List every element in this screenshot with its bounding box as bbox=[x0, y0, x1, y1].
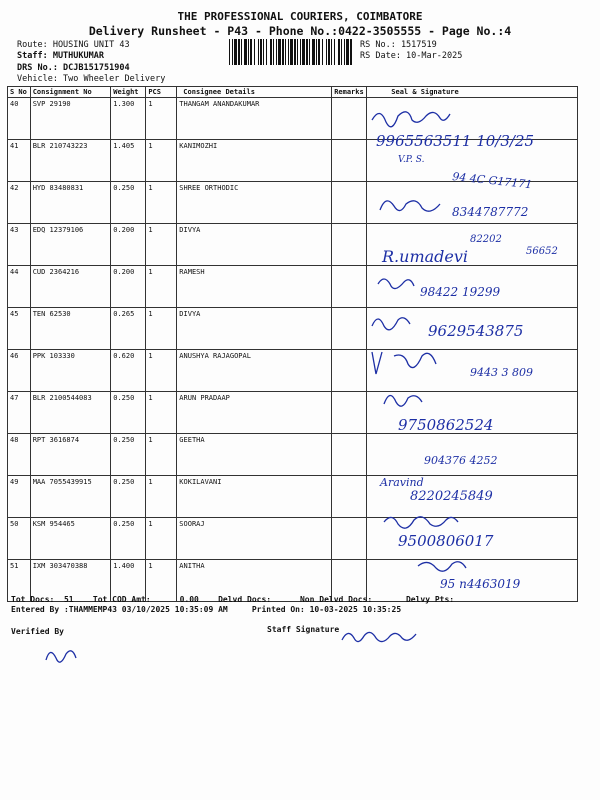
table-header bbox=[8, 87, 578, 98]
table-row bbox=[8, 98, 578, 140]
cell-remarks bbox=[332, 350, 367, 392]
staff-signature-label: Staff Signature bbox=[267, 625, 340, 634]
hw-40a: 9965563511 10/3/25 bbox=[376, 132, 535, 150]
cell-seal bbox=[367, 182, 578, 224]
cell-consignment: BLR 2100544083 bbox=[30, 392, 111, 434]
cell-consignment: CUD 2364216 bbox=[30, 266, 111, 308]
cell-weight: 0.250 bbox=[111, 392, 146, 434]
cell-pcs: 1 bbox=[146, 182, 177, 224]
cell-consignee: SOORAJ bbox=[177, 518, 332, 560]
cell-pcs: 1 bbox=[146, 434, 177, 476]
runsheet-title: Delivery Runsheet - P43 - Phone No.:0422-3505555 - Page No.:4 bbox=[88, 24, 512, 38]
cell-consignee: DIVYA bbox=[177, 224, 332, 266]
verified-by-label: Verified By bbox=[11, 627, 64, 636]
barcode bbox=[228, 39, 354, 65]
cell-sno: 44 bbox=[8, 266, 31, 308]
cell-sno: 43 bbox=[8, 224, 31, 266]
totals-line: Tot Docs: 51 Tot COD Amt: 0.00 Delvd Docs: Non Delvd Docs: Delvy Pts: bbox=[11, 595, 455, 604]
cell-pcs: 1 bbox=[146, 518, 177, 560]
cell-remarks bbox=[332, 224, 367, 266]
cell-weight: 0.620 bbox=[111, 350, 146, 392]
rs-date: RS Date: 10-Mar-2025 bbox=[360, 51, 463, 61]
hw-47: 9750862524 bbox=[398, 416, 494, 434]
hw-44: 98422 19299 bbox=[420, 285, 501, 299]
table-row bbox=[8, 476, 578, 518]
cell-seal bbox=[367, 140, 578, 182]
cell-consignment: MAA 7055439915 bbox=[30, 476, 111, 518]
cell-pcs: 1 bbox=[146, 392, 177, 434]
cell-seal bbox=[367, 392, 578, 434]
cell-seal bbox=[367, 98, 578, 140]
cell-consignee: ARUN PRADAAP bbox=[177, 392, 332, 434]
hw-43c: 56652 bbox=[526, 246, 558, 257]
hw-43b: R.umadevi bbox=[382, 247, 469, 266]
cell-pcs: 1 bbox=[146, 224, 177, 266]
cell-pcs: 1 bbox=[146, 140, 177, 182]
table-row bbox=[8, 308, 578, 350]
cell-remarks bbox=[332, 476, 367, 518]
cell-seal bbox=[367, 476, 578, 518]
cell-weight: 1.405 bbox=[111, 140, 146, 182]
drs-number: DRS No.: DCJB151751904 bbox=[17, 63, 130, 73]
cell-consignment: EDQ 12379106 bbox=[30, 224, 111, 266]
cell-seal bbox=[367, 518, 578, 560]
cell-weight: 1.300 bbox=[111, 98, 146, 140]
cell-sno: 45 bbox=[8, 308, 31, 350]
col-remarks: Remarks bbox=[332, 87, 367, 98]
route: Route: HOUSING UNIT 43 bbox=[17, 40, 130, 50]
col-pcs: PCS bbox=[146, 87, 177, 98]
cell-consignee: ANITHA bbox=[177, 560, 332, 602]
cell-weight: 0.265 bbox=[111, 308, 146, 350]
hw-49b: 8220245849 bbox=[410, 489, 493, 504]
cell-seal bbox=[367, 266, 578, 308]
table-row bbox=[8, 140, 578, 182]
cell-pcs: 1 bbox=[146, 308, 177, 350]
cell-consignment: BLR 210743223 bbox=[30, 140, 111, 182]
cell-sno: 50 bbox=[8, 518, 31, 560]
cell-consignee: THANGAM ANANDAKUMAR bbox=[177, 98, 332, 140]
cell-consignment: SVP 29190 bbox=[30, 98, 111, 140]
cell-seal bbox=[367, 308, 578, 350]
cell-weight: 1.400 bbox=[111, 560, 146, 602]
hw-40b: V.P. S. bbox=[398, 155, 425, 165]
table-row bbox=[8, 266, 578, 308]
verified-signature-mark bbox=[46, 651, 76, 662]
cell-remarks bbox=[332, 182, 367, 224]
cell-pcs: 1 bbox=[146, 560, 177, 602]
col-consignment: Consignment No bbox=[30, 87, 111, 98]
cell-consignment: KSM 954465 bbox=[30, 518, 111, 560]
cell-remarks bbox=[332, 140, 367, 182]
cell-sno: 41 bbox=[8, 140, 31, 182]
vehicle: Vehicle: Two Wheeler Delivery bbox=[17, 74, 166, 84]
runsheet-table bbox=[7, 86, 578, 602]
cell-remarks bbox=[332, 308, 367, 350]
cell-weight: 0.250 bbox=[111, 518, 146, 560]
cell-weight: 0.200 bbox=[111, 266, 146, 308]
cell-consignment: RPT 3616874 bbox=[30, 434, 111, 476]
hw-40c: 94 4C G17171 bbox=[451, 170, 533, 192]
cell-remarks bbox=[332, 518, 367, 560]
hw-45: 9629543875 bbox=[428, 322, 524, 340]
hw-49a: Aravind bbox=[380, 476, 424, 489]
cell-weight: 0.250 bbox=[111, 434, 146, 476]
cell-weight: 0.250 bbox=[111, 476, 146, 518]
cell-seal bbox=[367, 224, 578, 266]
cell-pcs: 1 bbox=[146, 266, 177, 308]
cell-sno: 46 bbox=[8, 350, 31, 392]
cell-remarks bbox=[332, 392, 367, 434]
cell-consignment: PPK 103330 bbox=[30, 350, 111, 392]
hw-43a: 82202 bbox=[470, 234, 502, 245]
cell-seal bbox=[367, 350, 578, 392]
cell-consignment: HYD 83480831 bbox=[30, 182, 111, 224]
cell-seal bbox=[367, 434, 578, 476]
cell-remarks bbox=[332, 98, 367, 140]
cell-consignee: KOKILAVANI bbox=[177, 476, 332, 518]
cell-consignment: IXM 303470388 bbox=[30, 560, 111, 602]
hw-48: 904376 4252 bbox=[424, 454, 498, 467]
table-row bbox=[8, 518, 578, 560]
cell-consignee: GEETHA bbox=[177, 434, 332, 476]
staff: Staff: MUTHUKUMAR bbox=[17, 51, 104, 61]
cell-sno: 42 bbox=[8, 182, 31, 224]
cell-pcs: 1 bbox=[146, 350, 177, 392]
cell-weight: 0.200 bbox=[111, 224, 146, 266]
rs-number: RS No.: 1517519 bbox=[360, 40, 437, 50]
cell-remarks bbox=[332, 266, 367, 308]
cell-consignee: KANIMOZHI bbox=[177, 140, 332, 182]
table-row bbox=[8, 392, 578, 434]
cell-pcs: 1 bbox=[146, 476, 177, 518]
hw-51: 95 n4463019 bbox=[440, 577, 521, 591]
cell-sno: 49 bbox=[8, 476, 31, 518]
cell-remarks bbox=[332, 434, 367, 476]
cell-consignee: SHREE ORTHODIC bbox=[177, 182, 332, 224]
cell-sno: 51 bbox=[8, 560, 31, 602]
cell-sno: 47 bbox=[8, 392, 31, 434]
cell-pcs: 1 bbox=[146, 98, 177, 140]
col-seal: Seal & Signature bbox=[367, 87, 578, 98]
cell-sno: 40 bbox=[8, 98, 31, 140]
entered-by: Entered By :THAMMEMP43 03/10/2025 10:35:09 AM Printed On: 10-03-2025 10:35:25 bbox=[11, 605, 402, 614]
table-row bbox=[8, 224, 578, 266]
col-sno: S No bbox=[8, 87, 31, 98]
table-row bbox=[8, 434, 578, 476]
hw-46: 9443 3 809 bbox=[470, 366, 533, 379]
cell-weight: 0.250 bbox=[111, 182, 146, 224]
cell-consignee: RAMESH bbox=[177, 266, 332, 308]
cell-consignee: DIVYA bbox=[177, 308, 332, 350]
cell-consignment: TEN 62530 bbox=[30, 308, 111, 350]
col-consignee: Consignee Details bbox=[177, 87, 332, 98]
table-row bbox=[8, 182, 578, 224]
table-row bbox=[8, 350, 578, 392]
staff-signature-mark bbox=[342, 632, 416, 641]
cell-consignee: ANUSHYA RAJAGOPAL bbox=[177, 350, 332, 392]
hw-42: 8344787772 bbox=[452, 205, 529, 219]
hw-50: 9500806017 bbox=[398, 532, 494, 550]
company-name: THE PROFESSIONAL COURIERS, COIMBATORE bbox=[177, 10, 423, 23]
col-weight: Weight bbox=[111, 87, 146, 98]
cell-sno: 48 bbox=[8, 434, 31, 476]
